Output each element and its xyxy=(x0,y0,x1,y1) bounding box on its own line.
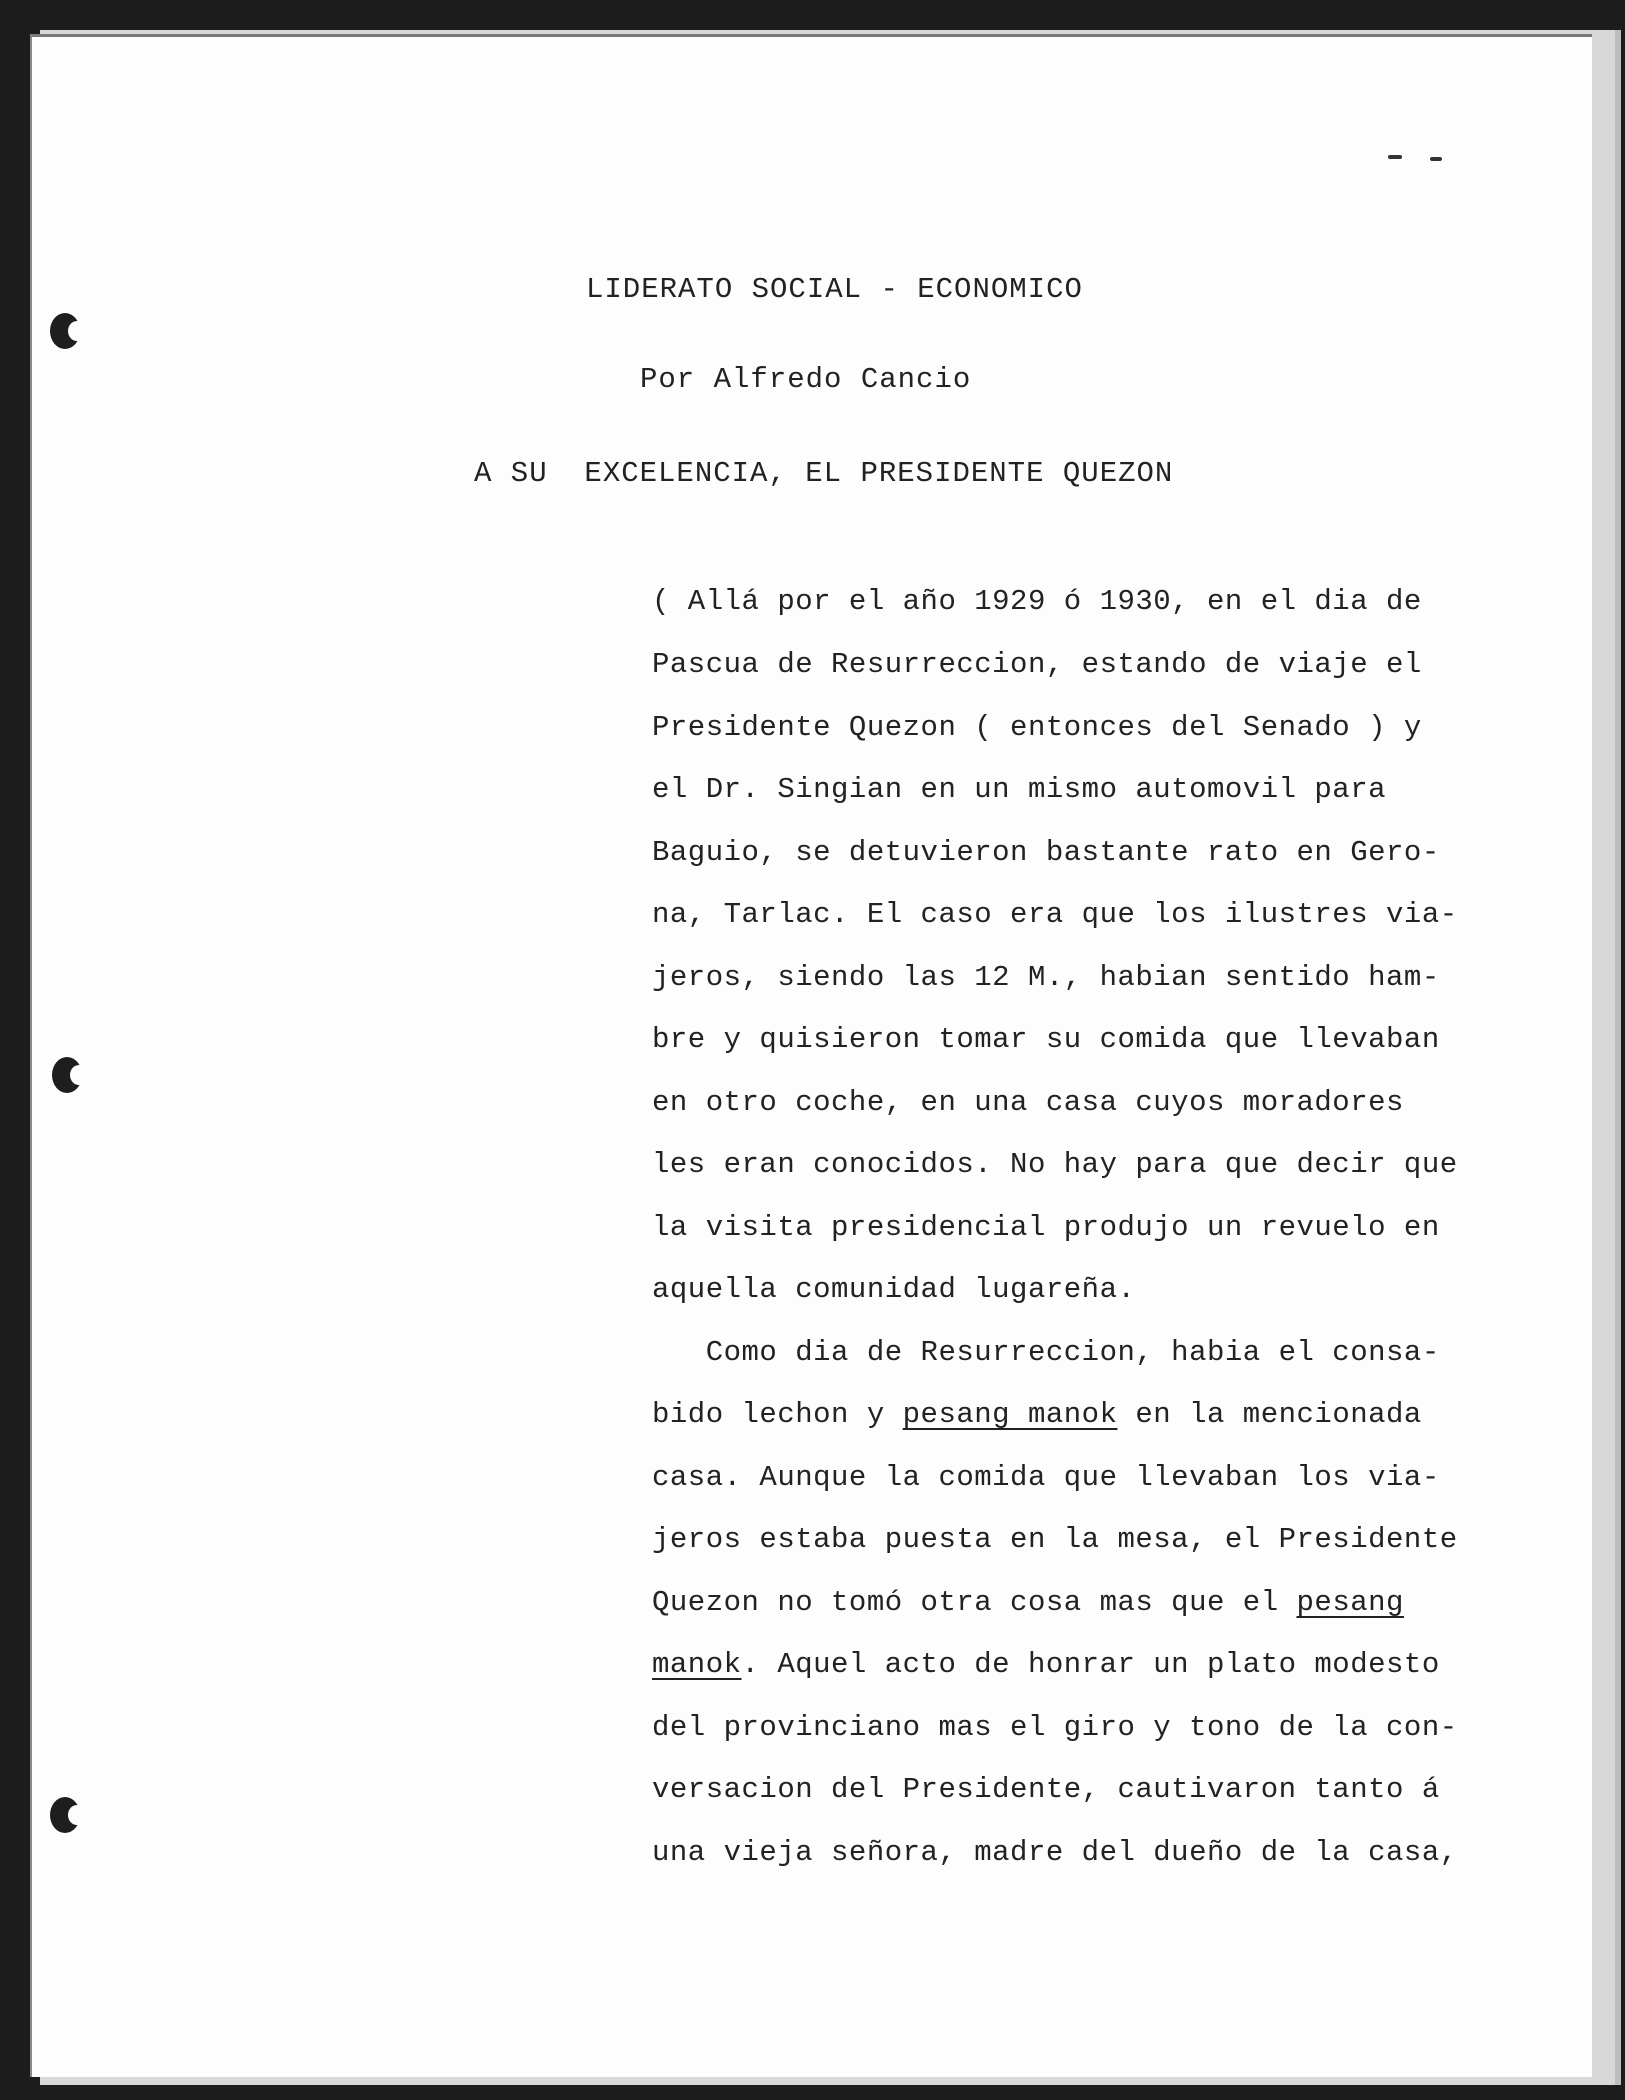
underlined-term: pesang xyxy=(1296,1586,1404,1619)
body-line: en otro coche, en una casa cuyos moradores xyxy=(652,1086,1404,1119)
document-author: Por Alfredo Cancio xyxy=(640,363,972,396)
punch-hole-bottom xyxy=(50,1797,80,1833)
body-line: aquella comunidad lugareña. xyxy=(652,1273,1136,1306)
punch-hole-middle xyxy=(52,1057,82,1093)
body-line: versacion del Presidente, cautivaron tanto á xyxy=(652,1773,1440,1806)
body-line: Baguio, se detuvieron bastante rato en Gero- xyxy=(652,836,1440,869)
body-line xyxy=(652,1398,1422,1431)
ink-mark xyxy=(1430,157,1442,161)
body-line: Pascua de Resurreccion, estando de viaje el xyxy=(652,648,1422,681)
underlined-term: manok xyxy=(652,1648,742,1681)
body-line: Presidente Quezon ( entonces del Senado ) y xyxy=(652,711,1422,744)
body-line: ( Allá por el año 1929 ó 1930, en el dia de xyxy=(652,585,1422,618)
ink-mark xyxy=(1388,155,1402,159)
document-page xyxy=(30,34,1592,2077)
body-line: les eran conocidos. No hay para que decir que xyxy=(652,1148,1458,1181)
text-run: en la mencionada xyxy=(1117,1398,1422,1431)
body-line xyxy=(652,1648,1440,1681)
body-line: jeros estaba puesta en la mesa, el Presidente xyxy=(652,1523,1458,1556)
body-line: Como dia de Resurreccion, habia el consa- xyxy=(652,1336,1440,1369)
text-run: Quezon no tomó otra cosa mas que el xyxy=(652,1586,1297,1619)
underlined-term: pesang manok xyxy=(902,1398,1118,1431)
body-line xyxy=(652,1586,1404,1619)
body-line: el Dr. Singian en un mismo automovil para xyxy=(652,773,1387,806)
body-line: bre y quisieron tomar su comida que llevaban xyxy=(652,1023,1440,1056)
document-dedication: A SU EXCELENCIA, EL PRESIDENTE QUEZON xyxy=(474,457,1174,490)
body-line: na, Tarlac. El caso era que los ilustres via- xyxy=(652,898,1458,931)
text-run: . Aquel acto de honrar un plato modesto xyxy=(741,1648,1440,1681)
body-line: del provinciano mas el giro y tono de la con- xyxy=(652,1711,1458,1744)
body-line: una vieja señora, madre del dueño de la casa, xyxy=(652,1836,1458,1869)
body-line: jeros, siendo las 12 M., habian sentido ham- xyxy=(652,961,1440,994)
punch-hole-top xyxy=(50,313,80,349)
body-line: casa. Aunque la comida que llevaban los via- xyxy=(652,1461,1440,1494)
body-line: la visita presidencial produjo un revuelo en xyxy=(652,1211,1440,1244)
document-title: LIDERATO SOCIAL - ECONOMICO xyxy=(586,273,1083,306)
text-run: bido lechon y xyxy=(652,1398,903,1431)
